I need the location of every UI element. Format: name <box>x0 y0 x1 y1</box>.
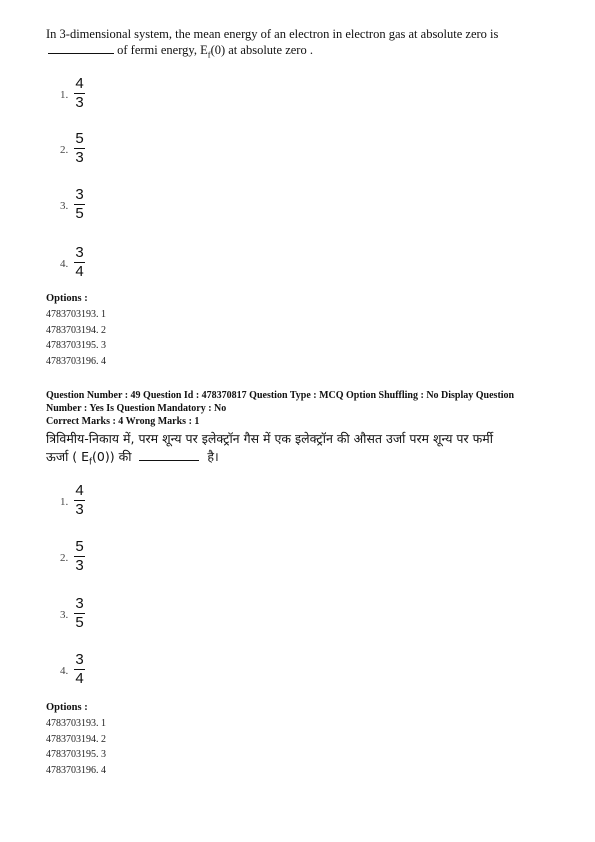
question-2-text: त्रिविमीय-निकाय में, परम शून्य पर इलेक्ट्रॉन गैस में एक इलेक्ट्रॉन की औसत उर्जा परम शून्य पर फर्मी ऊर्जा ( $E_f(0)$) की है। <box>46 431 493 468</box>
fraction: $\frac{5}{3}$ <box>75 130 84 166</box>
q2-option-3[interactable]: 3. $\frac{3}{5}$ <box>60 595 84 631</box>
q1-option-id-3: 4783703195. 3 <box>46 340 106 351</box>
q1-option-id-4: 4783703196. 4 <box>46 356 106 367</box>
fraction: $\frac{3}{4}$ <box>75 651 84 687</box>
q1-option-id-2: 4783703194. 2 <box>46 325 106 336</box>
fraction: $\frac{4}{3}$ <box>75 75 84 111</box>
q2-option-id-3: 4783703195. 3 <box>46 749 106 760</box>
fraction: $\frac{3}{5}$ <box>75 186 84 222</box>
q2-option-2[interactable]: 2. $\frac{5}{3}$ <box>60 538 84 574</box>
answer-blank <box>48 43 114 54</box>
q2-option-id-2: 4783703194. 2 <box>46 734 106 745</box>
fraction: $\frac{4}{3}$ <box>75 482 84 518</box>
q2-option-4[interactable]: 4. $\frac{3}{4}$ <box>60 651 84 687</box>
q2-options-label: Options : <box>46 702 88 713</box>
q2-marks: Correct Marks : 4 Wrong Marks : 1 <box>46 416 200 427</box>
q1-option-2[interactable]: 2. $\frac{5}{3}$ <box>60 130 84 166</box>
answer-blank <box>139 450 199 461</box>
q2-option-id-4: 4783703196. 4 <box>46 765 106 776</box>
question-1-text <box>46 26 556 58</box>
q1-option-id-1: 4783703193. 1 <box>46 309 106 320</box>
q2-meta: Question Number : 49 Question Id : 478370817 Question Type : MCQ Option Shuffling : No Display Question Number : Yes Is Question Mandatory : No Correct Marks : 4 Wrong Marks : 1 <box>46 389 566 428</box>
fraction: $\frac{5}{3}$ <box>75 538 84 574</box>
question-1-line-2: of fermi energy, $E_f(0)$ at absolute zero . <box>46 42 556 58</box>
q1-option-3[interactable]: 3. $\frac{3}{5}$ <box>60 186 84 222</box>
fraction: $\frac{3}{4}$ <box>75 244 84 280</box>
q1-options-label: Options : <box>46 293 88 304</box>
q2-option-id-1: 4783703193. 1 <box>46 718 106 729</box>
fraction: $\frac{3}{5}$ <box>75 595 84 631</box>
q2-option-1[interactable]: 1. $\frac{4}{3}$ <box>60 482 84 518</box>
q1-option-1[interactable]: 1. $\frac{4}{3}$ <box>60 75 84 111</box>
question-1-line-1: In 3-dimensional system, the mean energy of an electron in electron gas at absolute zero is <box>46 27 499 41</box>
q1-option-4[interactable]: 4. $\frac{3}{4}$ <box>60 244 84 280</box>
